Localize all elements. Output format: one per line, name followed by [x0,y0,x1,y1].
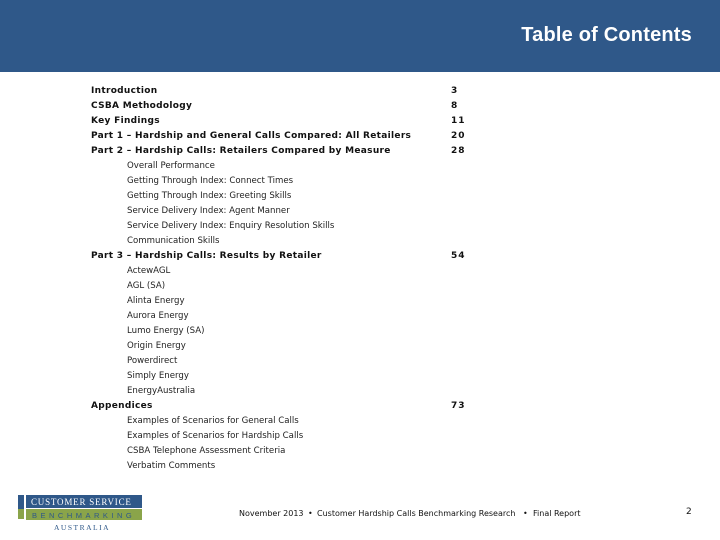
toc-label: Alinta Energy [127,296,185,306]
toc-page-number: 73 [451,401,466,411]
toc-subsection [91,159,501,174]
page-number: 2 [686,507,692,517]
toc-subsection [91,339,501,354]
toc-label: EnergyAustralia [127,386,196,396]
logo-line1: CUSTOMER SERVICE [31,497,132,507]
toc-subsection [91,294,501,309]
toc-section [91,84,501,99]
toc-subsection [91,264,501,279]
logo-line2: BENCHMARKING [32,511,136,520]
toc-label: Part 1 – Hardship and General Calls Compared: All Retailers [91,131,412,141]
toc-subsection [91,354,501,369]
toc-subsection [91,189,501,204]
toc-section [91,114,501,129]
csba-logo [18,495,142,533]
toc-page-number: 11 [451,116,466,126]
toc-label: Examples of Scenarios for Hardship Calls [127,431,304,441]
toc-label: CSBA Telephone Assessment Criteria [127,446,286,456]
toc-subsection [91,324,501,339]
toc-label: Introduction [91,86,158,96]
toc-label: Examples of Scenarios for General Calls [127,416,299,426]
toc-label: CSBA Methodology [91,101,193,111]
toc-label: Powerdirect [127,356,178,366]
toc-label: Simply Energy [127,371,189,381]
footer-date: November 2013 [239,509,304,518]
toc-page-number: 28 [451,146,466,156]
toc-section [91,249,501,264]
toc-section [91,144,501,159]
table-of-contents [91,84,501,474]
toc-subsection [91,414,501,429]
toc-subsection [91,204,501,219]
toc-label: Service Delivery Index: Agent Manner [127,206,290,216]
toc-label: AGL (SA) [127,281,166,291]
toc-subsection [91,174,501,189]
logo-line3: AUSTRALIA [54,523,110,532]
toc-label: Origin Energy [127,341,186,351]
toc-label: Aurora Energy [127,311,189,321]
toc-label: Communication Skills [127,236,220,246]
toc-subsection [91,309,501,324]
page-title: Table of Contents [521,24,692,46]
toc-label: Verbatim Comments [127,461,216,471]
toc-label: ActewAGL [127,266,171,276]
toc-label: Lumo Energy (SA) [127,326,205,336]
toc-page-number: 8 [451,101,459,111]
toc-subsection [91,459,501,474]
footer-separator: • [523,509,528,518]
toc-subsection [91,369,501,384]
toc-label: Overall Performance [127,161,215,171]
toc-label: Part 3 – Hardship Calls: Results by Retailer [91,251,322,261]
footer-separator: • [308,509,313,518]
toc-subsection [91,279,501,294]
toc-page-number: 54 [451,251,466,261]
toc-page-number: 20 [451,131,466,141]
toc-label: Key Findings [91,116,160,126]
toc-label: Getting Through Index: Greeting Skills [127,191,292,201]
toc-section [91,99,501,114]
toc-label: Appendices [91,401,153,411]
toc-label: Service Delivery Index: Enquiry Resolution Skills [127,221,335,231]
toc-label: Part 2 – Hardship Calls: Retailers Compared by Measure [91,146,391,156]
toc-subsection [91,219,501,234]
footer-report-name: Customer Hardship Calls Benchmarking Research [317,509,516,518]
toc-subsection [91,429,501,444]
toc-label: Getting Through Index: Connect Times [127,176,294,186]
toc-section [91,399,501,414]
header-bar [0,0,720,72]
toc-subsection [91,234,501,249]
footer-report-type: Final Report [533,509,581,518]
toc-page-number: 3 [451,86,459,96]
toc-section [91,129,501,144]
toc-subsection [91,384,501,399]
toc-subsection [91,444,501,459]
